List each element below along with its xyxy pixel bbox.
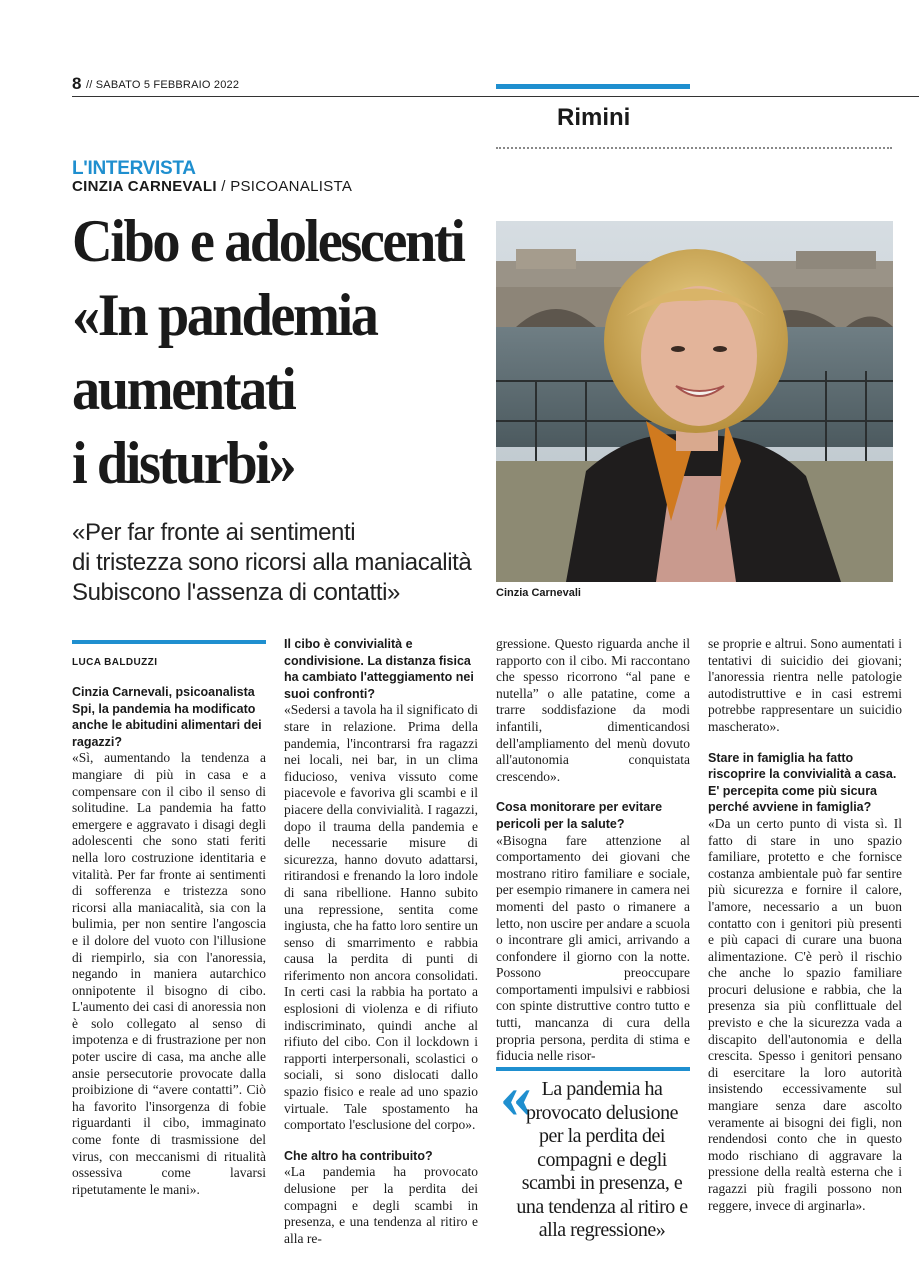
portrait-photo-image xyxy=(496,221,893,582)
standfirst-line: «Per far fronte ai sentimenti xyxy=(72,519,356,546)
headline-line: «In pandemia xyxy=(72,282,377,348)
interviewee-byline xyxy=(72,178,352,195)
article-column-3 xyxy=(496,636,690,1065)
dateline: // SABATO 5 FEBBRAIO 2022 xyxy=(86,79,240,91)
article-kicker: L'INTERVISTA xyxy=(72,158,196,179)
author-name: LUCA BALDUZZI xyxy=(72,657,158,668)
interviewee-name: CINZIA CARNEVALI xyxy=(72,178,217,195)
pull-quote-mark: « xyxy=(500,1060,532,1131)
headline-line: Cibo e adolescenti xyxy=(72,208,464,274)
standfirst xyxy=(72,518,471,608)
header-rule xyxy=(72,96,919,97)
section-accent-bar xyxy=(496,84,690,89)
interview-answer: «La pandemia ha provocato delusione per la perdita dei compagni e degli scambi in presenza, e una tendenza al ritiro e alla re- xyxy=(284,1164,478,1246)
standfirst-line: di tristezza sono ricorsi alla maniacalità xyxy=(72,549,472,576)
interview-question: Stare in famiglia ha fatto riscoprire la convivialità a casa. E' percepita come più sicura perché avviene in famiglia? xyxy=(708,750,897,815)
photo-caption: Cinzia Carnevali xyxy=(496,587,581,599)
interview-answer: «Sì, aumentando la tendenza a mangiare di più in casa e a compensare con il cibo il senso di solitudine. La pandemia ha fatto emergere e aggravato i disagi degli adolescenti che sono stati feriti nella loro costruzione identitaria e vitalità. Per far fronte ai sentimenti di sofferenza e tristezza sono ricorsi alla maniacalità, sia con la bulimia, per non sentire l'angoscia e il dolore del vuoto con l'illusione di riempirlo, sia con l'anoressia, negando in maniera autarchico onnipotente il bisogno di cibo. L'aumento dei casi di anoressia non è solo collegato al senso di impotenza e di frustrazione per non poter uscire di casa, ma anche alle ansie persecutorie provocate dalla proibizione di “avere contatti”. Ciò ha favorito l'insorgenza di fobie riguardanti il cibo, immaginato come fonte di trasmissione del virus, con meccanismi di ritualità ossessiva come lavarsi ripetutamente le mani». xyxy=(72,750,266,1197)
interview-question: Cinzia Carnevali, psicoanalista Spi, la pandemia ha modificato anche le abitudini alimentari dei ragazzi? xyxy=(72,685,262,749)
interview-answer: gressione. Questo riguarda anche il rapporto con il cibo. Mi raccontano che spesso ricorrono “al pane e nutella” o alle patatine, come a trarre soddisfazione da modi infantili, dimenticandosi dell'ampliamento del menù dovuto all'autonomia conquistata crescendo». xyxy=(496,636,690,784)
article-column-2 xyxy=(284,636,478,1247)
interview-answer: «Sedersi a tavola ha il significato di stare in relazione. Prima della pandemia, l'incontrarsi fra ragazzi nei locali, nei bar, in un clima fiducioso, veniva vissuto come piacevole e favoriva gli scambi e il piacere della convivialità. I ragazzi, dopo il trauma della pandemia e delle necessarie misure di sicurezza, hanno dovuto adattarsi, ritirandosi e frenando la loro indole di sana ribellione. Hanno subito una repressione, sentita come ingiusta, che ha fatto loro sentire un senso di smarrimento e rabbia causa la perdita di punti di riferimento non ancora consolidati. In certi casi la rabbia ha portato a esplosioni di violenza e di rifiuto indiscriminato, quindi anche al rifiuto del cibo. Con il lockdown i rapporti interpersonali, scolastici o sociali, si sono dislocati dallo spazio fisico e reale ad uno spazio virtuale. Tale spostamento ha comportato l'esclusione del corpo». xyxy=(284,702,478,1133)
headline-line: i disturbi» xyxy=(72,430,295,496)
interview-answer: «Da un certo punto di vista sì. Il fatto di stare in uno spazio familiare, protetto e che fornisce costanza ambientale può far sentire più sicurezza e fornire il calore, l'amore, necessario a un buon contatto con i genitori più presenti e più capaci di curare una buona alimentazione. C'è però il rischio che anche lo spazio familiare procuri delusione e rabbia, che la presenza sia più conflittuale del previsto e che la sicurezza vada a discapito dell'autonomia e della crescita. Spesso i genitori pensano di esercitare la loro autorità insistendo eccessivamente sul mangiare senza dare ascolto veramente ai bisogni dei figli, non rendendosi conto che in questo modo rischiano di aggravare la pressione della realtà esterna che i ragazzi più fragili possono non reggere, invece di arginarla». xyxy=(708,815,902,1213)
interview-answer: «Bisogna fare attenzione al comportamento dei giovani che mostrano ritiro familiare e sociale, per esempio rimanere in camera nei momenti del pasto o rimanere a letto, non uscire per andare a scuola o incontrare gli amici, arrivando a confondere il giorno con la notte. Possono preoccupare comportamenti impulsivi e rabbiosi con spinte distruttive contro tutto e tutti, mancanza di cura della propria persona, perdita di stima e fiducia nelle risor- xyxy=(496,832,690,1064)
interview-question: Che altro ha contribuito? xyxy=(284,1148,433,1163)
interview-answer: se proprie e altrui. Sono aumentati i tentativi di suicidio dei giovani; l'anoressia rientra nelle patologie autodistruttive e in casi estremi potrebbe rappresentare un suicidio mascherato». xyxy=(708,636,902,734)
dotted-divider xyxy=(496,147,892,149)
interviewee-role: / PSICOANALISTA xyxy=(221,178,353,195)
article-column-4 xyxy=(708,636,902,1214)
interview-question: Cosa monitorare per evitare pericoli per la salute? xyxy=(496,800,663,831)
portrait-photo xyxy=(496,221,893,582)
interview-question: Il cibo è convivialità e condivisione. La distanza fisica ha cambiato l'atteggiamento nei suoi confronti? xyxy=(284,637,474,701)
standfirst-line: Subiscono l'assenza di contatti» xyxy=(72,579,400,606)
section-title: Rimini xyxy=(557,104,631,131)
headline xyxy=(72,204,464,500)
pull-quote-text: La pandemia ha provocato delusione per la perdita dei compagni e degli scambi in presenza, e una tendenza al ritiro e alla regressione» xyxy=(516,1078,688,1241)
headline-line: aumentati xyxy=(72,356,295,422)
article-column-1 xyxy=(72,684,266,1198)
page-number: 8 xyxy=(72,74,82,93)
author-accent-bar xyxy=(72,640,266,644)
